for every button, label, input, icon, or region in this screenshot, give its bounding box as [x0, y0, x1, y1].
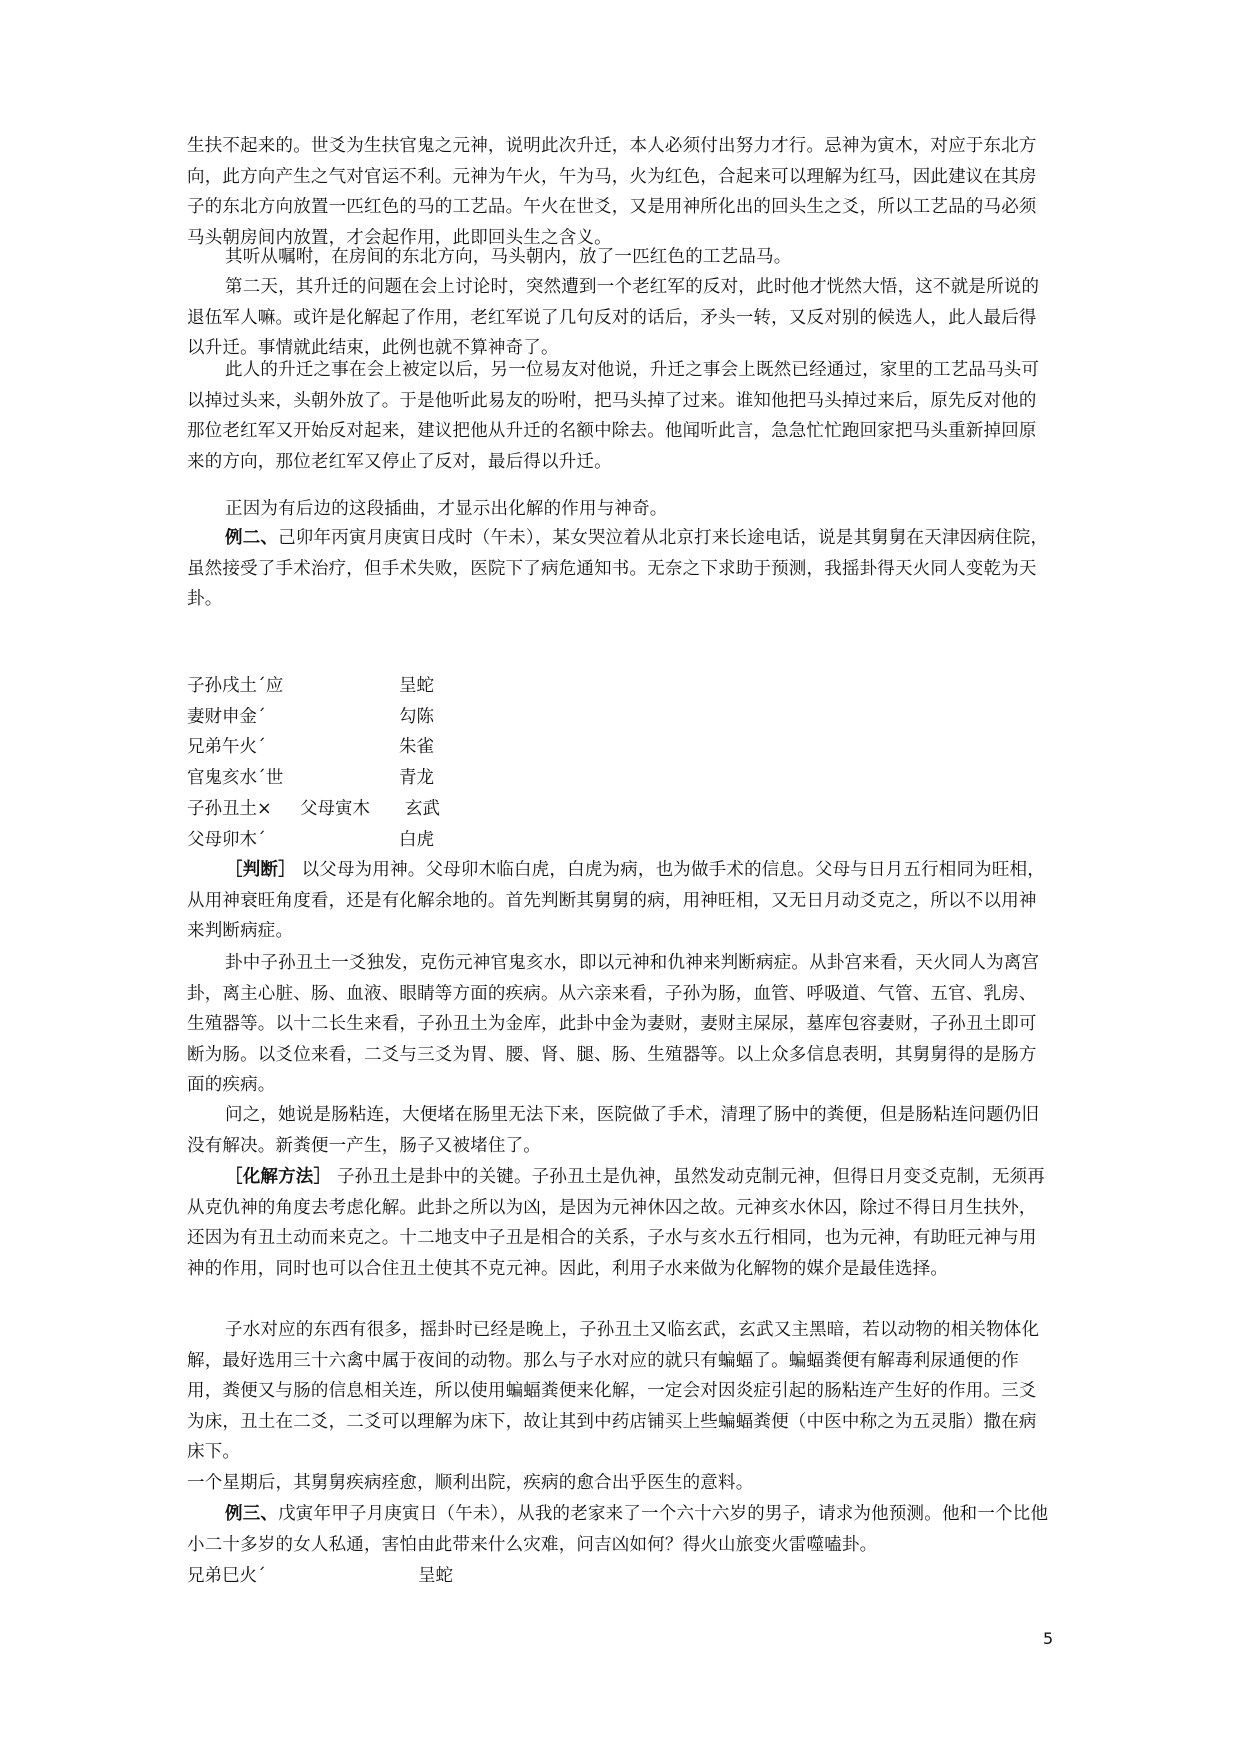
paragraph-2: 其听从嘱咐，在房间的东北方向，马头朝内，放了一匹红色的工艺品马。 [225, 247, 792, 267]
six-beast: 呈蛇 [399, 676, 434, 696]
paragraph-4: 此人的升迁之事在会上被定以后，另一位易友对他说，升迁之事会上既然已经通过，家里的工艺品马头可以掉过头来，头朝外放了。于是他听此易友的吩咐，把马头掉了过来。谁知他把马头掉过来后，原先反对他的那位老红军又开始反对起来，建议把他从升迁的名额中除去。他闻听此言，急急忙忙跑回家把马头重新掉回原来的方向，那位老红军又停止了反对，最后得以升迁。 [187, 360, 1040, 472]
paragraph-12: 一个星期后，其舅舅疾病痊愈，顺利出院，疾病的愈合出乎医生的意料。 [187, 1473, 754, 1493]
example-2-label: 例二、 [225, 528, 279, 548]
six-beast: 青龙 [399, 768, 434, 788]
paragraph-5: 正因为有后边的这段插曲，才显示出化解的作用与神奇。 [225, 499, 668, 519]
example-3-label: 例三、 [225, 1504, 279, 1524]
six-beast: 白虎 [399, 830, 434, 850]
paragraph-1: 生扶不起来的。世爻为生扶官鬼之元神，说明此次升迁，本人必须付出努力才行。忌神为寅木，对应于东北方向，此方向产生之气对官运不利。元神为午火，午为马，火为红色，合起来可以理解为红马，因此建议在其房子的东北方向放置一匹红色的马的工艺品。午火在世爻，又是用神所化出的回头生之爻，所以工艺品的马必须马头朝房间内放置，才会起作用，此即回头生之含义。 [187, 136, 1037, 248]
six-beast: 勾陈 [399, 707, 434, 727]
line-name: 妻财申金´ [187, 707, 266, 727]
judgement-paragraph [187, 855, 1054, 947]
six-beast: 呈蛇 [418, 1566, 453, 1586]
resolution-label: ［化解方法］ [225, 1167, 332, 1187]
line-name: 子孙丑土× [187, 799, 272, 819]
six-beast: 朱雀 [399, 737, 434, 757]
resolution-paragraph [187, 1162, 1054, 1284]
page-number: 5 [1043, 1629, 1054, 1648]
example-3-paragraph [187, 1499, 1054, 1560]
paragraph-11: 子水对应的东西有很多，摇卦时已经是晚上，子孙丑土又临玄武，玄武又主黑暗，若以动物的相关物体化解，最好选用三十六禽中属于夜间的动物。那么与子水对应的就只有蝙蝠了。蝙蝠粪便有解毒利尿通便的作用，粪便又与肠的信息相关连，所以使用蝙蝠粪便来化解，一定会对因炎症引起的肠粘连产生好的作用。三爻为床，丑土在二爻，二爻可以理解为床下，故让其到中药店铺买上些蝙蝠粪便（中医中称之为五灵脂）撒在病床下。 [187, 1320, 1040, 1463]
judgement-text: 以父母为用神。父母卯木临白虎，白虎为病，也为做手术的信息。父母与日月五行相同为旺相，从用神衰旺角度看，还是有化解余地的。首先判断其舅舅的病，用神旺相，又无日月动爻克之，所以不以用神来判断病症。 [187, 860, 1045, 942]
example-2-paragraph [187, 523, 1054, 615]
example-2-text: 己卯年丙寅月庚寅日戌时（午未），某女哭泣着从北京打来长途电话，说是其舅舅在天津因病住院，虽然接受了手术治疗，但手术失败，医院下了病危通知书。无奈之下求助于预测，我摇卦得天火同人变乾为天卦。 [187, 528, 1049, 610]
paragraph-3: 第二天，其升迁的问题在会上讨论时，突然遭到一个老红军的反对，此时他才恍然大悟，这不就是所说的退伍军人嘛。或许是化解起了作用，老红军说了几句反对的话后，矛头一转，又反对别的候选人，此人最后得以升迁。事情就此结束，此例也就不算神奇了。 [187, 277, 1040, 359]
resolution-text: 子孙丑土是卦中的关键。子孙丑土是仇神，虽然发动克制元神，但得日月变爻克制，无须再从克仇神的角度去考虑化解。此卦之所以为凶，是因为元神休囚之故。元神亥水休囚，除过不得日月生扶外，还因为有丑土动而来克之。十二地支中子丑是相合的关系，子水与亥水五行相同，也为元神，有助旺元神与用神的作用，同时也可以合住丑土使其不克元神。因此，利用子水来做为化解物的媒介是最佳选择。 [187, 1167, 1045, 1279]
paragraph-8: 卦中子孙丑土一爻独发，克伤元神官鬼亥水，即以元神和仇神来判断病症。从卦宫来看，天火同人为离宫卦，离主心脏、肠、血液、眼睛等方面的疾病。从六亲来看，子孙为肠，血管、呼吸道、气管、五官、乳房、生殖器等。以十二长生来看，子孙丑土为金库，此卦中金为妻财，妻财主屎尿，墓库包容妻财，子孙丑土即可断为肠。以爻位来看，二爻与三爻为胃、腰、肾、腿、肠、生殖器等。以上众多信息表明，其舅舅得的是肠方面的疾病。 [187, 953, 1040, 1096]
line-name: 官鬼亥水´世 [187, 768, 284, 788]
line-name: 兄弟午火´ [187, 737, 266, 757]
paragraph-9: 问之，她说是肠粘连，大便堵在肠里无法下来，医院做了手术，清理了肠中的粪便，但是肠粘连问题仍旧没有解决。新粪便一产生，肠子又被堵住了。 [187, 1105, 1040, 1156]
example-3-text: 戊寅年甲子月庚寅日（午未），从我的老家来了一个六十六岁的男子，请求为他预测。他和一个比他小二十多岁的女人私通，害怕由此带来什么灾难，问吉凶如何？得火山旅变火雷噬嗑卦。 [187, 1504, 1049, 1555]
changed-line: 父母寅木 [300, 799, 370, 819]
six-beast: 玄武 [405, 799, 440, 819]
line-name: 父母卯木´ [187, 830, 266, 850]
line-name: 子孙戌土´应 [187, 676, 284, 696]
line-name: 兄弟巳火´ [187, 1566, 266, 1586]
judgement-label: ［判断］ [225, 860, 296, 880]
